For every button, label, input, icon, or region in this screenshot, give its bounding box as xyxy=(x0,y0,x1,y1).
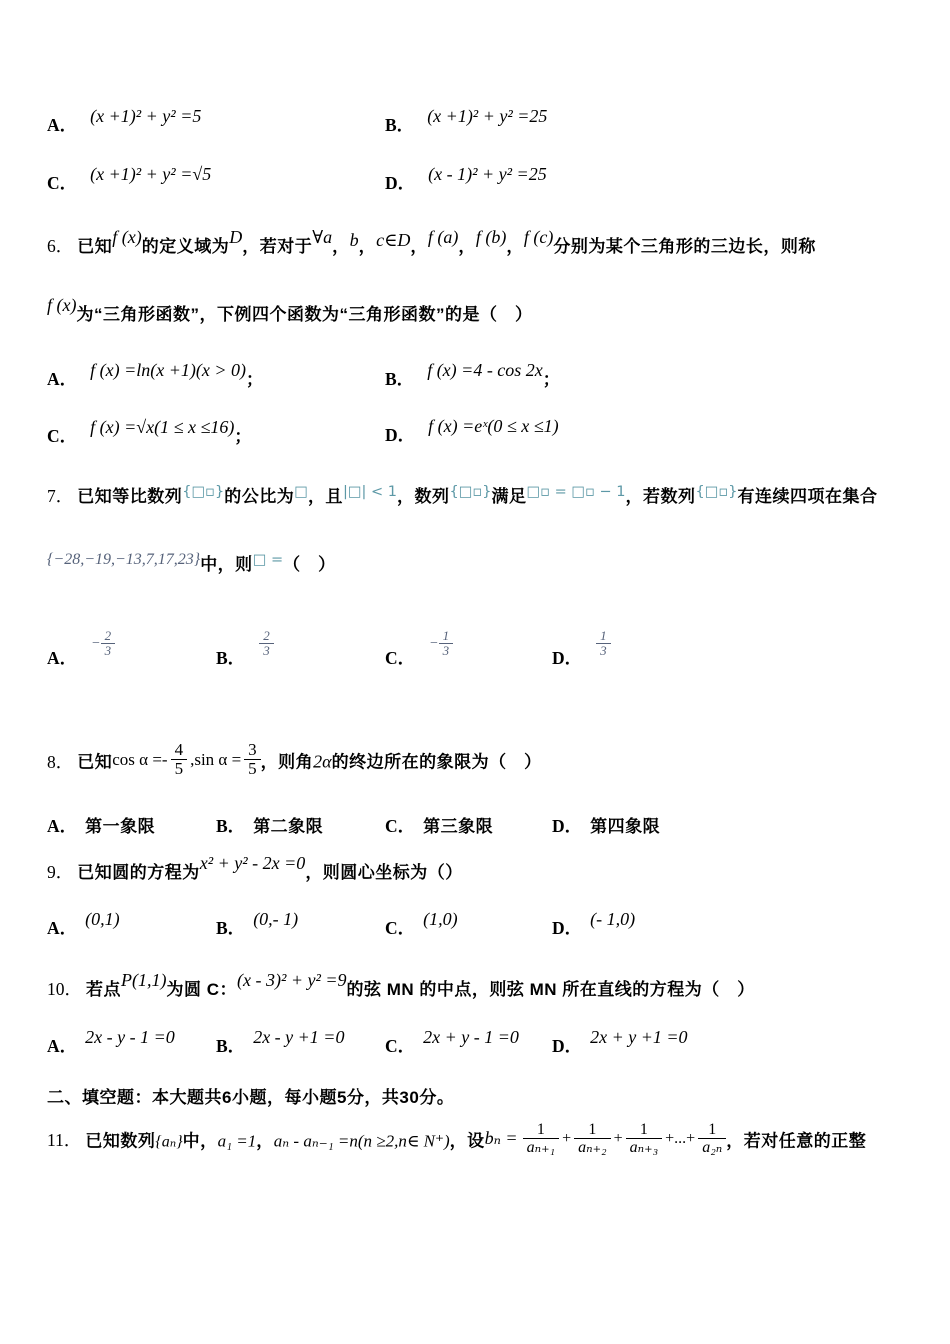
question-text: ，若数列 xyxy=(625,487,696,506)
question-text: 已知 xyxy=(77,752,113,772)
question-text: ，数列 xyxy=(397,487,450,506)
option-tail: ； xyxy=(542,370,561,389)
fraction-denominator: 3 xyxy=(596,643,611,658)
option-label: C． xyxy=(385,918,416,938)
question-7-line-2 xyxy=(47,550,336,575)
option-label: A． xyxy=(47,1036,78,1056)
fraction xyxy=(101,629,116,658)
option-label: B． xyxy=(216,816,246,836)
question-text: ，若对于 xyxy=(242,237,313,256)
option-label: B． xyxy=(216,648,246,668)
placeholder-box-sequence: {□▫} xyxy=(449,484,492,500)
option-label: D． xyxy=(385,173,416,193)
option-fraction xyxy=(91,629,115,658)
fraction-denominator: aₙ₊₁ xyxy=(523,1138,560,1156)
option-label: B． xyxy=(385,369,415,389)
option-formula: (0,- 1) xyxy=(253,909,299,929)
option-label: A． xyxy=(47,918,78,938)
option-label: C． xyxy=(47,173,78,193)
question-number: 10． xyxy=(47,979,82,999)
option-formula: (1,0) xyxy=(423,909,458,929)
fraction-numerator: 1 xyxy=(442,627,450,643)
plus-sign: + xyxy=(613,1129,623,1147)
option-label: B． xyxy=(385,115,415,135)
sin-expression: ,sin α = xyxy=(190,749,242,769)
option-formula: (x +1)² + y² =5 xyxy=(90,106,202,126)
option-tail: ； xyxy=(246,370,264,389)
placeholder-box-inequality: |□| < 1 xyxy=(342,484,398,500)
question-text: 已知 xyxy=(77,237,113,256)
option-label: C． xyxy=(385,648,416,668)
option-fraction xyxy=(596,629,611,658)
option-label: A． xyxy=(47,648,78,668)
question-5-option-c xyxy=(47,164,212,195)
question-text: ， xyxy=(458,237,476,256)
option-formula: (x - 1)² + y² =25 xyxy=(428,164,547,184)
section-title: 二、填空题：本大题共6小题，每小题5分，共30分。 xyxy=(47,1088,455,1107)
question-10-option-d xyxy=(552,1027,688,1058)
inline-formula: f (b) xyxy=(475,227,507,247)
inline-formula: f (c) xyxy=(523,227,554,247)
question-text: ， xyxy=(256,1131,274,1151)
question-6-option-a xyxy=(47,360,264,391)
question-6-line-1 xyxy=(47,227,816,258)
option-label: D． xyxy=(552,816,583,836)
question-10-option-a xyxy=(47,1027,175,1058)
sequence-notation: {aₙ} xyxy=(155,1133,183,1151)
inline-formula: b xyxy=(349,230,359,250)
question-5-option-a xyxy=(47,106,202,137)
option-formula: f (x) =√x(1 ≤ x ≤16) xyxy=(90,417,235,437)
bn-sum-formula-block xyxy=(485,1121,727,1157)
option-text: 第二象限 xyxy=(253,817,324,836)
option-formula: f (x) =eˣ(0 ≤ x ≤1) xyxy=(428,416,559,436)
question-6-option-c xyxy=(47,417,252,448)
fraction-denominator: aₙ₊₂ xyxy=(574,1138,611,1156)
question-number: 9． xyxy=(47,862,74,882)
fraction-denominator: 5 xyxy=(244,759,261,778)
fraction-denominator: 5 xyxy=(171,759,188,778)
option-formula: (x +1)² + y² =√5 xyxy=(90,164,212,184)
placeholder-box: □ xyxy=(294,484,308,500)
option-label: D． xyxy=(552,918,583,938)
question-text: 的定义域为 xyxy=(141,237,230,256)
question-10-line xyxy=(47,970,755,1001)
fraction-denominator: 3 xyxy=(101,643,116,658)
question-text: 为“三角形函数”，下例四个函数为“三角形函数”的是（ ） xyxy=(76,305,533,324)
inline-formula: f (x) xyxy=(47,295,77,315)
question-text: ，则角 xyxy=(260,752,314,772)
fraction xyxy=(259,629,274,658)
inline-formula: x² + y² - 2x =0 xyxy=(199,853,306,873)
question-7-option-a xyxy=(47,627,115,675)
option-text: 第四象限 xyxy=(590,817,661,836)
question-text: 已知数列 xyxy=(85,1131,156,1151)
option-formula: 2x + y +1 =0 xyxy=(590,1027,688,1047)
question-11-line xyxy=(47,1121,867,1161)
question-text: 已知圆的方程为 xyxy=(77,863,200,882)
minus-sign: − xyxy=(429,636,439,651)
option-label: A． xyxy=(47,369,78,389)
placeholder-box-sequence: {□▫} xyxy=(182,484,225,500)
ellipsis-plus: +...+ xyxy=(665,1129,696,1147)
fraction-numerator: 1 xyxy=(639,1121,648,1138)
fraction xyxy=(439,629,454,658)
inline-formula: c∈D xyxy=(376,230,411,250)
minus-sign: − xyxy=(91,636,101,651)
question-number: 7． xyxy=(47,486,74,506)
placeholder-box-equation: □▫ = □▫ − 1 xyxy=(526,484,626,500)
option-formula: 2x - y +1 =0 xyxy=(253,1027,345,1047)
option-label: D． xyxy=(552,1036,583,1056)
question-text: 已知等比数列 xyxy=(77,487,183,506)
inline-formula: a₁ =1 xyxy=(217,1131,257,1151)
fraction-denominator: a₂ₙ xyxy=(698,1138,726,1156)
question-text: 为圆 C： xyxy=(166,980,237,999)
question-9-option-d xyxy=(552,909,636,940)
cos-expression: cos α =- xyxy=(112,749,168,769)
fraction-numerator: 2 xyxy=(104,627,112,643)
fraction xyxy=(596,629,611,658)
question-8-option-c xyxy=(385,812,493,838)
question-number: 8． xyxy=(47,751,74,772)
question-text: （ ） xyxy=(283,555,336,574)
fraction-numerator: 1 xyxy=(588,1121,597,1138)
option-label: B． xyxy=(216,1036,246,1056)
question-6-line-2 xyxy=(47,295,533,325)
question-text: ， xyxy=(332,237,350,256)
placeholder-box-equals: □ = xyxy=(252,552,284,568)
question-9-option-c xyxy=(385,909,458,940)
fraction-numerator: 3 xyxy=(248,740,257,759)
question-8-option-a xyxy=(47,812,155,838)
question-8-option-b xyxy=(216,812,323,838)
question-8-line xyxy=(47,740,542,783)
option-formula: (0,1) xyxy=(85,909,120,929)
set-literal: {−28,−19,−13,7,17,23} xyxy=(47,551,201,568)
option-formula: (x +1)² + y² =25 xyxy=(427,106,548,126)
fraction-numerator: 1 xyxy=(708,1121,717,1138)
question-text: 分别为某个三角形的三边长，则称 xyxy=(553,237,816,256)
option-label: B． xyxy=(216,918,246,938)
fraction-denominator: 3 xyxy=(439,643,454,658)
option-label: A． xyxy=(47,115,78,135)
fraction-numerator: 1 xyxy=(600,627,607,643)
question-text: ，则圆心坐标为（） xyxy=(305,863,463,882)
option-formula: 2x + y - 1 =0 xyxy=(423,1027,519,1047)
question-10-option-b xyxy=(216,1027,345,1058)
question-9-option-b xyxy=(216,909,299,940)
placeholder-box-sequence: {□▫} xyxy=(695,484,738,500)
inline-formula: ∀a xyxy=(312,227,333,247)
question-number: 11． xyxy=(47,1130,82,1151)
option-text: 第一象限 xyxy=(85,817,156,836)
question-10-option-c xyxy=(385,1027,519,1058)
question-6-option-d xyxy=(385,416,559,447)
trig-formula-block xyxy=(112,741,260,779)
question-7-option-c xyxy=(385,627,453,675)
option-tail: ； xyxy=(234,427,252,446)
inline-formula: aₙ - aₙ₋₁ =n(n ≥2,n∈ N⁺) xyxy=(273,1131,450,1151)
question-text: 的终边所在的象限为（ ） xyxy=(331,752,542,772)
fraction-denominator: aₙ₊₃ xyxy=(626,1138,663,1156)
question-text: 的弦 MN 的中点，则弦 MN 所在直线的方程为（ ） xyxy=(346,980,755,999)
fraction xyxy=(574,1121,611,1157)
fraction xyxy=(626,1121,663,1157)
fraction-numerator: 1 xyxy=(536,1121,545,1138)
question-7-line-1 xyxy=(47,482,878,508)
option-formula: f (x) =4 - cos 2x xyxy=(427,360,543,380)
question-text: 有连续四项在集合 xyxy=(737,487,878,506)
question-9-line xyxy=(47,853,463,884)
inline-formula: f (x) xyxy=(112,227,142,247)
plus-sign: + xyxy=(562,1129,572,1147)
inline-formula: 2α xyxy=(313,751,332,772)
question-6-option-b xyxy=(385,360,561,391)
question-9-option-a xyxy=(47,909,120,940)
option-formula: (- 1,0) xyxy=(590,909,636,929)
fraction-numerator: 2 xyxy=(263,627,270,643)
question-text: 中， xyxy=(182,1131,218,1151)
question-text: 的公比为 xyxy=(224,487,295,506)
question-text: 若点 xyxy=(86,980,121,999)
fraction xyxy=(698,1121,726,1157)
option-label: D． xyxy=(385,425,416,445)
fraction xyxy=(244,741,261,779)
question-7-option-b xyxy=(216,627,274,675)
question-text: 满足 xyxy=(491,487,527,506)
option-formula: 2x - y - 1 =0 xyxy=(85,1027,175,1047)
option-fraction xyxy=(429,629,453,658)
option-text: 第三象限 xyxy=(423,817,494,836)
fraction-numerator: 4 xyxy=(174,740,184,759)
option-label: C． xyxy=(385,816,416,836)
option-fraction xyxy=(259,629,274,658)
fraction xyxy=(523,1121,560,1157)
question-text: ， xyxy=(410,237,428,256)
question-8-option-d xyxy=(552,812,660,838)
bn-expression: bₙ = xyxy=(484,1128,518,1149)
question-text: ， xyxy=(358,237,377,256)
option-label: A． xyxy=(47,816,78,836)
question-text: ， xyxy=(506,237,524,256)
inline-formula: P(1,1) xyxy=(121,970,167,990)
question-5-option-b xyxy=(385,106,548,137)
question-5-option-d xyxy=(385,164,547,195)
question-text: ，设 xyxy=(449,1131,485,1151)
fraction-denominator: 3 xyxy=(259,643,274,658)
question-text: ，且 xyxy=(307,487,343,506)
question-text: ，若对任意的正整 xyxy=(726,1131,867,1151)
question-7-option-d xyxy=(552,627,611,675)
inline-formula: f (a) xyxy=(427,227,459,247)
section-2-header xyxy=(47,1083,454,1108)
option-label: C． xyxy=(385,1036,416,1056)
option-formula: f (x) =ln(x +1)(x > 0) xyxy=(90,360,247,380)
question-number: 6． xyxy=(47,236,74,256)
option-label: D． xyxy=(552,648,583,668)
fraction xyxy=(171,741,188,779)
question-text: 中，则 xyxy=(200,555,253,574)
inline-formula: (x - 3)² + y² =9 xyxy=(236,970,347,990)
option-label: C． xyxy=(47,426,78,446)
inline-formula: D xyxy=(229,227,243,247)
